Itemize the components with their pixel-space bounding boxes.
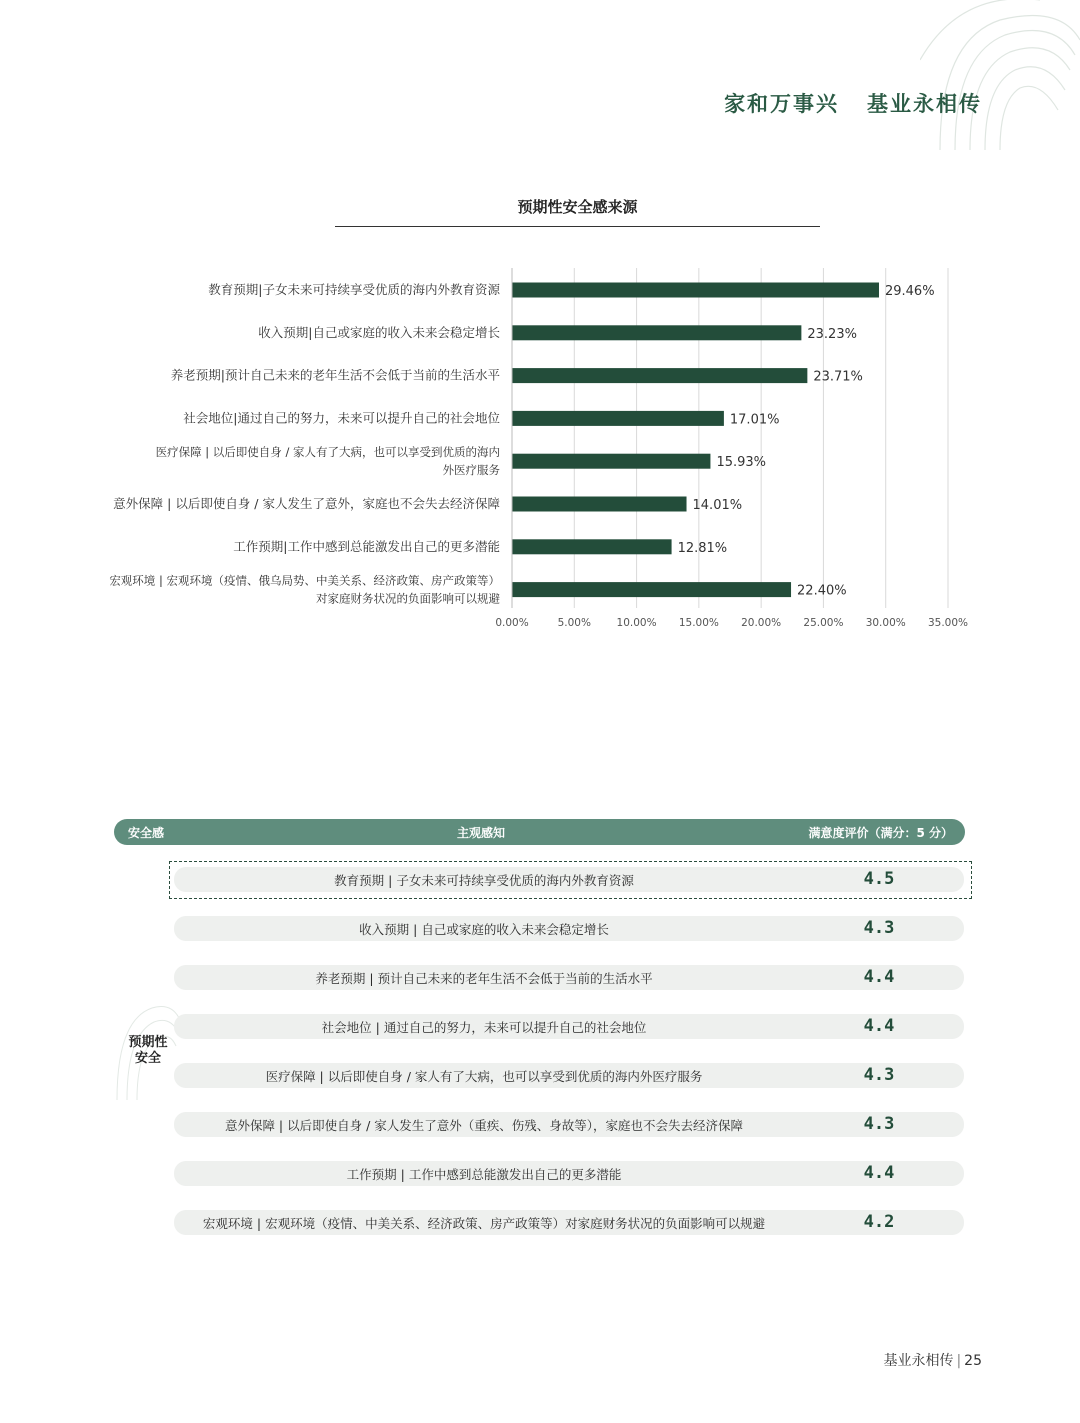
table-row [174, 1063, 964, 1088]
x-tick-label: 5.00% [557, 617, 591, 629]
footer [883, 1350, 982, 1370]
bar [512, 411, 724, 426]
footer-separator: | [956, 1353, 962, 1369]
row-score: 4.3 [863, 1065, 895, 1085]
table-header [114, 819, 965, 845]
bar [512, 497, 687, 512]
header-slogan: 家和万事兴 基业永相传 [724, 92, 982, 116]
row-perception: 宏观环境 | 宏观环境（疫情、中美关系、经济政策、房产政策等）对家庭财务状况的负面影响可以规避 [202, 1216, 766, 1231]
header-security: 安全感 [128, 826, 165, 840]
row-perception: 意外保障 | 以后即使自身 / 家人发生了意外（重疾、伤残、身故等），家庭也不会失去经济保障 [224, 1118, 744, 1133]
row-score: 4.4 [863, 1163, 895, 1183]
header-satisfaction: 满意度评价（满分：5 分） [808, 826, 953, 840]
row-score: 4.3 [863, 1114, 895, 1134]
table-row [174, 1210, 964, 1235]
x-tick-label: 15.00% [678, 617, 719, 629]
x-tick-label: 20.00% [741, 617, 782, 629]
row-score: 4.3 [863, 918, 895, 938]
category-label: 工作预期|工作中感到总能激发出自己的更多潜能 [233, 538, 500, 554]
table-row [174, 1161, 964, 1186]
data-label: 22.40% [797, 583, 847, 599]
x-tick-label: 0.00% [495, 617, 529, 629]
category-label: 意外保障 | 以后即使自身 / 家人发生了意外，家庭也不会失去经济保障 [113, 496, 500, 511]
category-label: 养老预期|预计自己未来的老年生活不会低于当前的生活水平 [170, 367, 500, 383]
bar [512, 325, 801, 340]
category-label: 医疗保障 | 以后即使自身 / 家人有了大病，也可以享受到优质的海内 [155, 445, 500, 460]
row-perception: 社会地位 | 通过自己的努力，未来可以提升自己的社会地位 [321, 1020, 647, 1035]
data-label: 23.23% [807, 326, 857, 342]
bar [512, 582, 791, 597]
bar [512, 368, 807, 383]
bar [512, 283, 879, 298]
header-perception: 主观感知 [457, 826, 506, 840]
category-label: 对家庭财务状况的负面影响可以规避 [316, 591, 500, 606]
data-label: 17.01% [729, 412, 780, 428]
data-label: 12.81% [677, 540, 728, 556]
chart-title-rule [335, 226, 820, 227]
x-tick-label: 30.00% [865, 617, 906, 629]
category-label: 教育预期|子女未来可持续享受优质的海内外教育资源 [208, 282, 500, 297]
row-perception: 养老预期 | 预计自己未来的老年生活不会低于当前的生活水平 [315, 971, 653, 986]
row-score: 4.4 [863, 967, 895, 987]
category-label: 宏观环境 | 宏观环境（疫情、俄乌局势、中美关系、经济政策、房产政策等） [109, 573, 500, 588]
row-score: 4.4 [863, 1016, 895, 1036]
data-label: 29.46% [884, 284, 935, 299]
row-perception: 医疗保障 | 以后即使自身 / 家人有了大病，也可以享受到优质的海内外医疗服务 [265, 1069, 703, 1084]
category-label: 收入预期|自己或家庭的收入未来会稳定增长 [258, 324, 500, 340]
row-perception: 收入预期 | 自己或家庭的收入未来会稳定增长 [359, 922, 609, 937]
bar [512, 454, 710, 469]
category-label: 社会地位|通过自己的努力，未来可以提升自己的社会地位 [183, 410, 500, 426]
x-tick-label: 25.00% [803, 617, 844, 629]
x-tick-label: 35.00% [927, 617, 969, 629]
table-row [174, 1014, 964, 1039]
bar [512, 539, 672, 554]
row-score: 4.5 [863, 869, 895, 889]
table-row [174, 965, 964, 990]
bar-chart [0, 250, 1080, 640]
category-label [118, 1035, 178, 1067]
category-label-line: 预期性 [128, 1035, 168, 1050]
table-row [174, 1112, 964, 1137]
chart-title: 预期性安全感来源 [517, 198, 638, 216]
data-label: 15.93% [716, 455, 767, 471]
category-label: 外医疗服务 [442, 463, 500, 478]
table-row [174, 916, 964, 941]
row-score: 4.2 [863, 1212, 895, 1232]
row-perception: 工作预期 | 工作中感到总能激发出自己的更多潜能 [346, 1167, 622, 1182]
page-number: 25 [964, 1353, 982, 1369]
footer-text: 基业永相传 [883, 1353, 954, 1369]
data-label: 23.71% [813, 369, 863, 385]
category-label-line: 安全 [134, 1051, 161, 1066]
table-row [174, 867, 964, 892]
fingerprint-decoration-icon [920, 0, 1080, 150]
x-tick-label: 10.00% [616, 617, 657, 629]
row-perception: 教育预期 | 子女未来可持续享受优质的海内外教育资源 [334, 873, 634, 888]
data-label: 14.01% [692, 498, 743, 513]
